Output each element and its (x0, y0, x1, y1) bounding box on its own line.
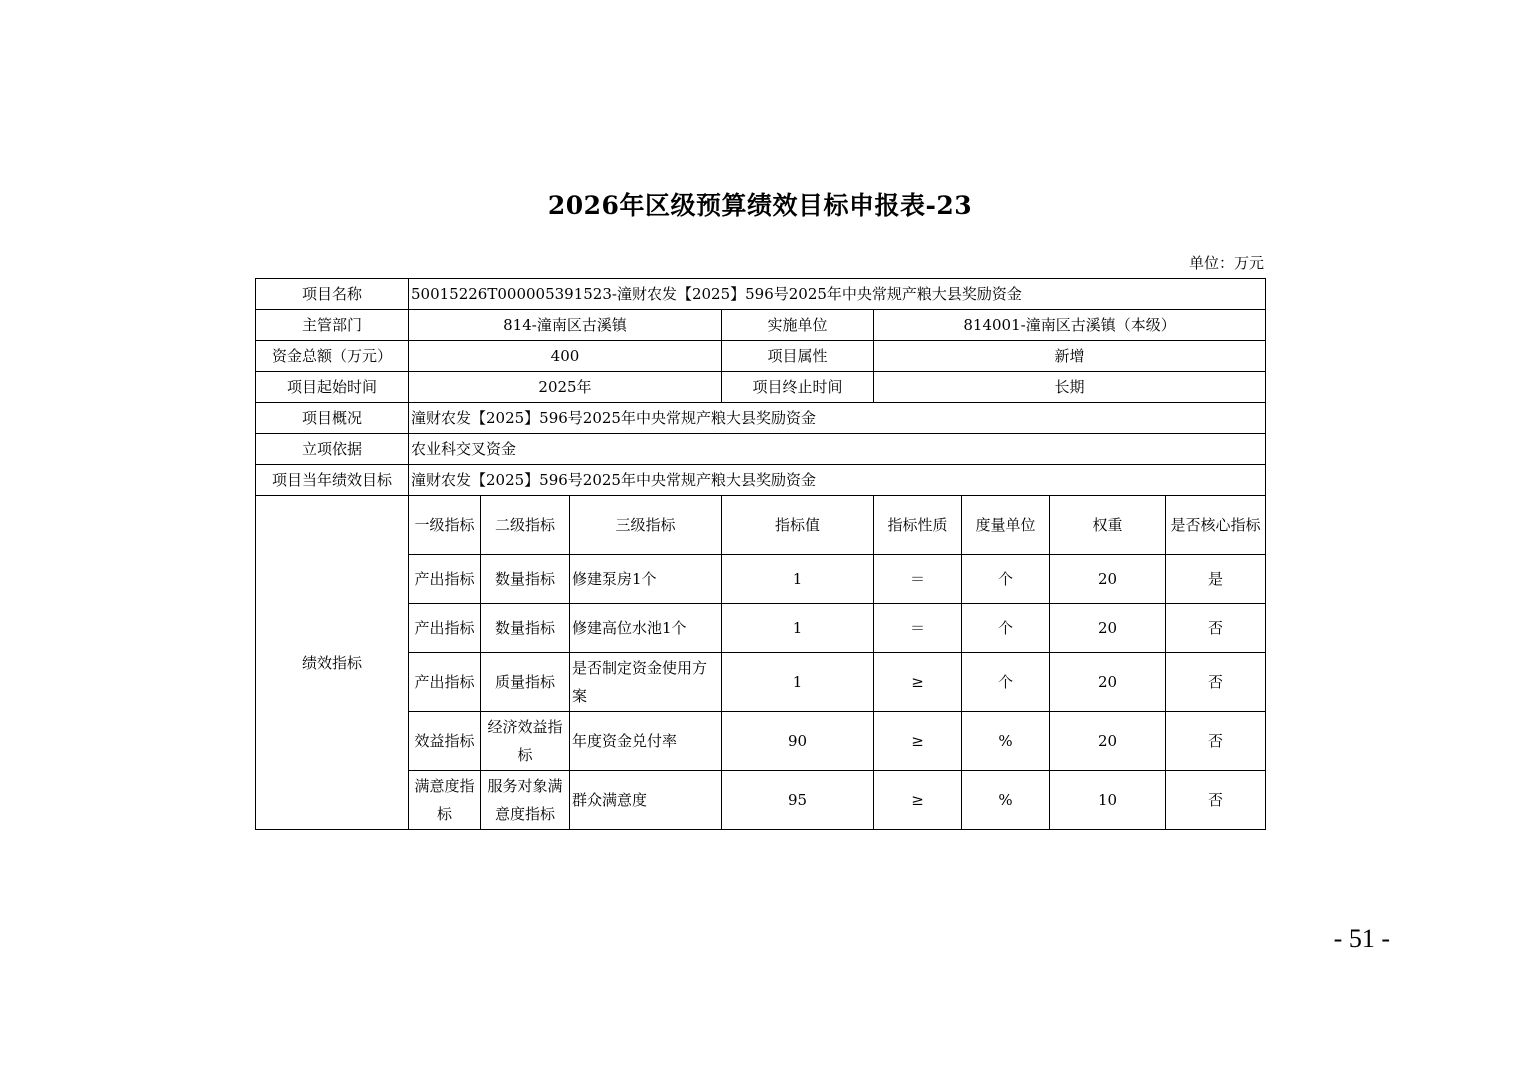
total-funds-label: 资金总额（万元） (256, 341, 409, 372)
page-number: - 51 - (1333, 924, 1390, 953)
value-cell: 1 (722, 604, 874, 653)
header-cell: 度量单位 (962, 496, 1050, 555)
value-cell: 90 (722, 712, 874, 771)
row-overview (256, 403, 1266, 434)
core-cell: 是 (1166, 555, 1266, 604)
performance-target-table (255, 278, 1266, 830)
level3-cell: 修建泵房1个 (570, 555, 722, 604)
end-value: 长期 (874, 372, 1266, 403)
department-label: 主管部门 (256, 310, 409, 341)
nature-cell: ＝ (874, 555, 962, 604)
nature-cell: ≥ (874, 712, 962, 771)
weight-cell: 20 (1050, 604, 1166, 653)
project-name-label: 项目名称 (256, 279, 409, 310)
header-cell: 指标性质 (874, 496, 962, 555)
level2-cell: 数量指标 (481, 555, 570, 604)
header-cell: 二级指标 (481, 496, 570, 555)
implementer-value: 814001-潼南区古溪镇（本级） (874, 310, 1266, 341)
unit-cell: % (962, 771, 1050, 830)
level3-cell: 是否制定资金使用方案 (570, 653, 722, 712)
level2-cell: 质量指标 (481, 653, 570, 712)
weight-cell: 20 (1050, 712, 1166, 771)
unit-cell: 个 (962, 653, 1050, 712)
unit-cell: 个 (962, 555, 1050, 604)
nature-cell: ＝ (874, 604, 962, 653)
row-period (256, 372, 1266, 403)
overview-value: 潼财农发【2025】596号2025年中央常规产粮大县奖励资金 (409, 403, 1266, 434)
core-cell: 否 (1166, 653, 1266, 712)
page-title: 2026年区级预算绩效目标申报表-23 (547, 191, 973, 220)
level1-cell: 效益指标 (409, 712, 481, 771)
header-cell: 权重 (1050, 496, 1166, 555)
value-cell: 1 (722, 555, 874, 604)
level1-cell: 产出指标 (409, 604, 481, 653)
level2-cell: 数量指标 (481, 604, 570, 653)
row-basis (256, 434, 1266, 465)
attribute-label: 项目属性 (722, 341, 874, 372)
end-label: 项目终止时间 (722, 372, 874, 403)
level3-cell: 修建高位水池1个 (570, 604, 722, 653)
total-funds-value: 400 (409, 341, 722, 372)
start-label: 项目起始时间 (256, 372, 409, 403)
core-cell: 否 (1166, 712, 1266, 771)
overview-label: 项目概况 (256, 403, 409, 434)
project-name-value: 50015226T000005391523-潼财农发【2025】596号2025年中央常规产粮大县奖励资金 (409, 279, 1266, 310)
implementer-label: 实施单位 (722, 310, 874, 341)
weight-cell: 10 (1050, 771, 1166, 830)
level3-cell: 年度资金兑付率 (570, 712, 722, 771)
level3-cell: 群众满意度 (570, 771, 722, 830)
header-cell: 一级指标 (409, 496, 481, 555)
core-cell: 否 (1166, 604, 1266, 653)
basis-value: 农业科交叉资金 (409, 434, 1266, 465)
indicator-header-row (256, 496, 1266, 555)
department-value: 814-潼南区古溪镇 (409, 310, 722, 341)
attribute-value: 新增 (874, 341, 1266, 372)
header-cell: 指标值 (722, 496, 874, 555)
core-cell: 否 (1166, 771, 1266, 830)
nature-cell: ≥ (874, 653, 962, 712)
level1-cell: 产出指标 (409, 653, 481, 712)
unit-label: 单位：万元 (1188, 254, 1264, 272)
row-project-name (256, 279, 1266, 310)
basis-label: 立项依据 (256, 434, 409, 465)
start-value: 2025年 (409, 372, 722, 403)
level2-cell: 经济效益指标 (481, 712, 570, 771)
header-cell: 三级指标 (570, 496, 722, 555)
weight-cell: 20 (1050, 653, 1166, 712)
row-goal (256, 465, 1266, 496)
row-department (256, 310, 1266, 341)
level1-cell: 满意度指标 (409, 771, 481, 830)
level2-cell: 服务对象满意度指标 (481, 771, 570, 830)
indicators-section-label: 绩效指标 (256, 496, 409, 830)
goal-label: 项目当年绩效目标 (256, 465, 409, 496)
value-cell: 1 (722, 653, 874, 712)
level1-cell: 产出指标 (409, 555, 481, 604)
goal-value: 潼财农发【2025】596号2025年中央常规产粮大县奖励资金 (409, 465, 1266, 496)
value-cell: 95 (722, 771, 874, 830)
row-total-funds (256, 341, 1266, 372)
unit-cell: 个 (962, 604, 1050, 653)
weight-cell: 20 (1050, 555, 1166, 604)
unit-cell: % (962, 712, 1050, 771)
nature-cell: ≥ (874, 771, 962, 830)
header-cell: 是否核心指标 (1166, 496, 1266, 555)
